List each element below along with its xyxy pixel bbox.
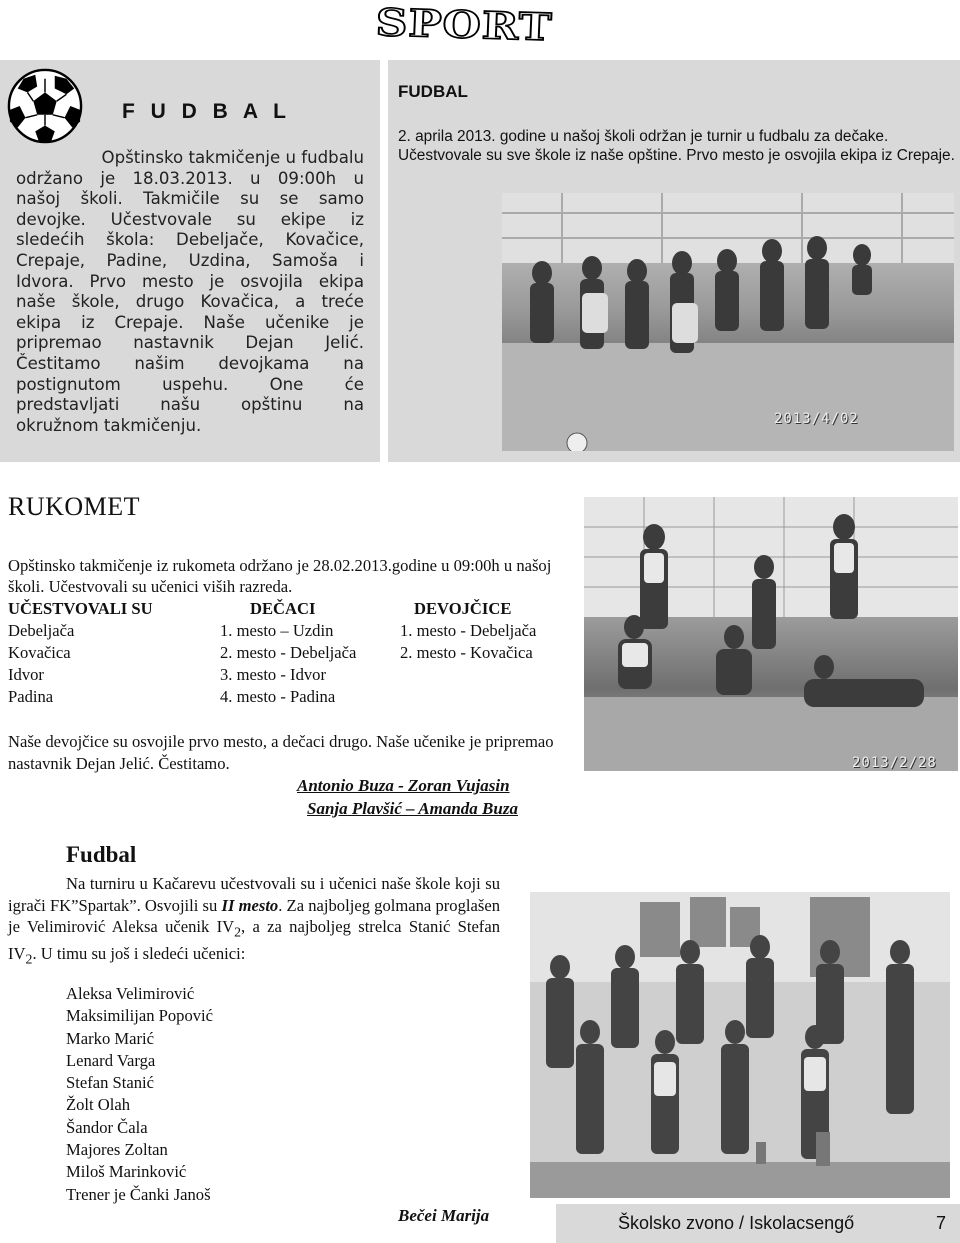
article-line: Idvora. Prvo mesto je osvojila ekipa bbox=[16, 271, 364, 291]
handball-team-photo bbox=[584, 497, 958, 771]
table-header-girls: DEVOJČICE bbox=[414, 599, 512, 618]
article-line: devojke. Učestvovale su ekipe iz bbox=[16, 209, 364, 229]
photo-date-stamp: 2013/2/28 bbox=[852, 755, 937, 771]
table-cell: Padina bbox=[8, 687, 54, 706]
section-header-sport: SPORT bbox=[374, 1, 554, 50]
class-subscript: 2 bbox=[25, 951, 33, 967]
rukomet-authors-line2: Sanja Plavšić – Amanda Buza bbox=[307, 799, 518, 818]
list-item: Stefan Stanić bbox=[66, 1073, 155, 1093]
list-item: Marko Marić bbox=[66, 1028, 155, 1048]
article-line: Crepaje, Padine, Uzdina, Samoša i bbox=[16, 250, 364, 270]
photo-date-stamp: 2013/4/02 bbox=[774, 411, 859, 427]
article-text: , a za najboljeg strelca Stanić Stefan IV bbox=[8, 917, 500, 963]
table-cell: Idvor bbox=[8, 665, 44, 684]
article-text: . U timu su još i sledeći učenici: bbox=[32, 943, 246, 963]
article-text: Na turniru u Kačarevu učestvovali su i učenici naše škole koji su igrači FK”Spartak”. Osvojili su bbox=[8, 874, 500, 915]
article-text: . Za najboljeg golmana proglašen je Velimirović Aleksa učenik IV bbox=[8, 895, 500, 936]
article-line: ekipa iz Crepaje. Naše učenike je bbox=[16, 312, 364, 332]
list-item: Majores Zoltan bbox=[66, 1140, 168, 1160]
list-item: Aleksa Velimirović bbox=[66, 984, 195, 1003]
table-cell: 2. mesto - Kovačica bbox=[400, 643, 533, 662]
fudbal-left-title: F U D B A L bbox=[122, 100, 291, 123]
rukomet-heading: RUKOMET bbox=[8, 492, 141, 521]
list-item: Žolt Olah bbox=[66, 1095, 131, 1115]
article-line: postignutom uspehu. One će bbox=[16, 374, 364, 394]
list-item: Šandor Čala bbox=[66, 1117, 148, 1137]
fudbal-right-article: 2. aprila 2013. godine u našoj školi održan je turnir u fudbalu za dečake. Učestvovale su sve škole iz naše opštine. Prvo mesto je osvojila ekipa iz Crepaje. bbox=[398, 128, 955, 164]
footer-publication: Školsko zvono / Iskolacsengő bbox=[618, 1213, 855, 1233]
fudbal-kacarevo-title: Fudbal bbox=[66, 842, 137, 867]
football-icon bbox=[6, 66, 84, 146]
table-cell: 1. mesto - Debeljača bbox=[400, 621, 537, 640]
class-subscript: 2 bbox=[234, 924, 242, 940]
table-cell: Debeljača bbox=[8, 621, 75, 640]
article-line: našoj školi. Takmičile su se samo bbox=[16, 189, 364, 209]
list-item: Lenard Varga bbox=[66, 1050, 156, 1070]
table-header-participants: UČESTVOVALI SU bbox=[8, 599, 153, 618]
page-number: 7 bbox=[936, 1213, 947, 1233]
football-tournament-photo bbox=[502, 193, 954, 451]
article-line: naše škole, drugo Kovačica, a treće bbox=[16, 292, 364, 312]
player-list bbox=[66, 983, 213, 1206]
list-item: Maksimilijan Popović bbox=[66, 1006, 214, 1026]
table-cell: 4. mesto - Padina bbox=[220, 687, 336, 706]
table-header-boys: DEČACI bbox=[250, 599, 316, 618]
rukomet-authors-line1: Antonio Buza - Zoran Vujasin bbox=[297, 776, 510, 795]
place-highlight: II mesto bbox=[221, 895, 279, 915]
list-item: Trener je Čanki Janoš bbox=[66, 1184, 211, 1204]
article-line: predstavljati našu opštinu na bbox=[16, 395, 364, 415]
article-line: održano je 18.03.2013. u 09:00h u bbox=[16, 168, 364, 188]
list-item: Miloš Marinković bbox=[66, 1162, 187, 1182]
article-line: okružnom takmičenju. bbox=[16, 415, 202, 435]
rukomet-outro: Naše devojčice su osvojile prvo mesto, a dečaci drugo. Naše učenike je pripremao nastavnik Dejan Jelić. Čestitamo. bbox=[8, 732, 554, 773]
article-line: Čestitamo našim devojkama na bbox=[16, 353, 364, 373]
fudbal-kacarevo-author: Bečei Marija bbox=[398, 1206, 490, 1225]
rukomet-intro: Opštinsko takmičenje iz rukometa održano je 28.02.2013.godine u 09:00h u našoj školi. Učestvovali su učenici viših razreda. bbox=[8, 556, 552, 596]
article-line: sledećih škola: Debeljače, Kovačice, bbox=[16, 230, 364, 250]
table-cell: Kovačica bbox=[8, 643, 71, 662]
fudbal-kacarevo-article bbox=[8, 873, 500, 970]
table-cell: 2. mesto - Debeljača bbox=[220, 643, 357, 662]
table-cell: 3. mesto - Idvor bbox=[220, 665, 326, 684]
fudbal-left-article bbox=[16, 148, 364, 436]
table-cell: 1. mesto – Uzdin bbox=[220, 621, 334, 640]
article-line: Opštinsko takmičenje u fudbalu bbox=[101, 148, 364, 167]
article-line: pripremao nastavnik Dejan Jelić. bbox=[16, 333, 364, 353]
fudbal-right-title: FUDBAL bbox=[398, 82, 468, 101]
kacarevo-team-photo bbox=[530, 892, 950, 1198]
